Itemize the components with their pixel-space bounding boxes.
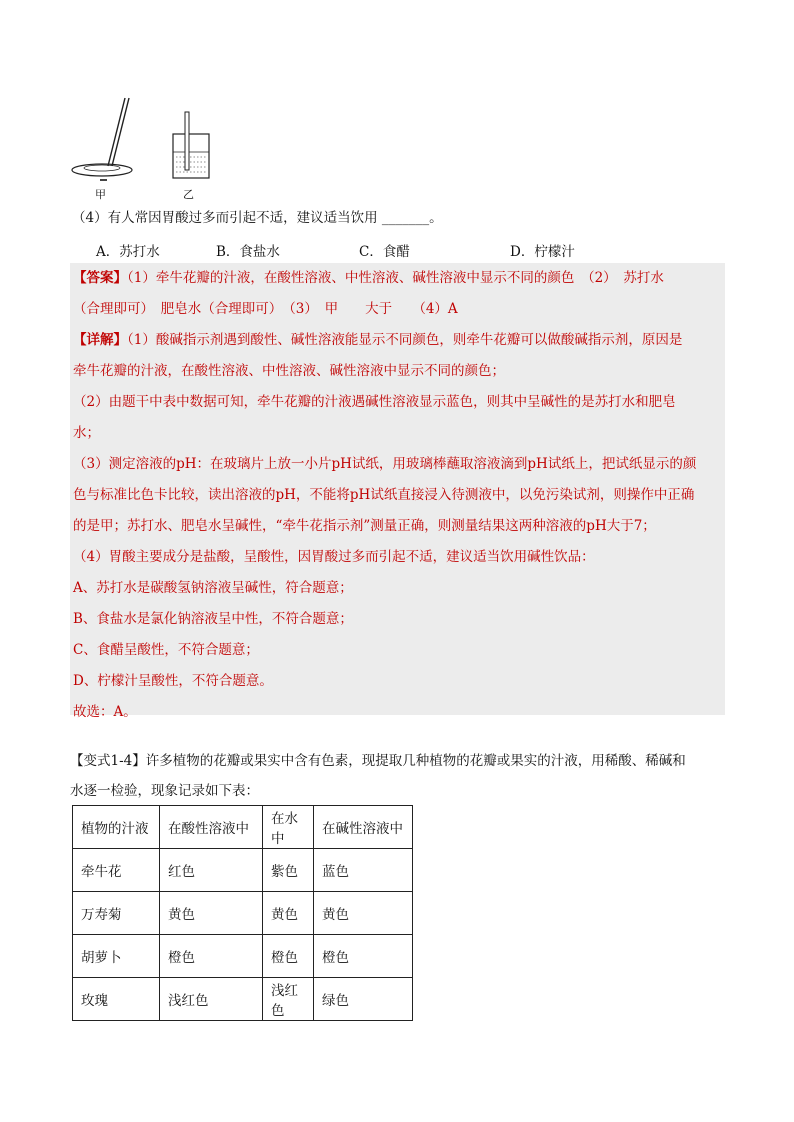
detail-option-d: D、柠檬汁呈酸性，不符合题意。 — [73, 673, 273, 689]
final-answer: 故选：A。 — [73, 704, 137, 720]
figure-label-b: 乙 — [183, 188, 194, 201]
table-row — [73, 935, 413, 978]
detail-line-2b: 水； — [73, 425, 100, 441]
detail-line-3c: 的是甲；苏打水、肥皂水呈碱性，“牵牛花指示剂”测量正确，则测量结果这两种溶液的pH大于7； — [73, 518, 656, 534]
variant-line-1: 【变式1-4】许多植物的花瓣或果实中含有色素，现提取几种植物的花瓣或果实的汁液，用稀酸、稀碱和 — [70, 753, 686, 769]
table-cell: 浅红色 — [263, 978, 314, 1021]
table-cell: 紫色 — [263, 849, 314, 892]
table-cell: 蓝色 — [314, 849, 413, 892]
answer-section — [70, 263, 725, 720]
variant-line-2: 水逐一检验，现象记录如下表： — [70, 783, 259, 799]
table-cell: 浅红色 — [160, 978, 263, 1021]
table-header: 在碱性溶液中 — [314, 806, 413, 849]
detail-line-3b: 色与标准比色卡比较，读出溶液的pH，不能将pH试纸直接浸入待测液中，以免污染试剂，则操作中正确 — [73, 487, 695, 503]
table-cell: 黄色 — [314, 892, 413, 935]
detail-option-c: C、食醋呈酸性，不符合题意； — [73, 642, 259, 658]
table-cell: 黄色 — [160, 892, 263, 935]
table-cell: 牵牛花 — [73, 849, 160, 892]
detail-line-2: （2）由题干中表中数据可知，牵牛花瓣的汁液遇碱性溶液显示蓝色，则其中呈碱性的是苏打水和肥皂 — [73, 394, 676, 410]
table-cell: 胡萝卜 — [73, 935, 160, 978]
table-header-row — [73, 806, 413, 849]
variant-question — [70, 746, 730, 806]
option-b: B．食盐水 — [216, 244, 280, 260]
figure-label-a: 甲 — [95, 188, 106, 201]
detail-line-4: （4）胃酸主要成分是盐酸，呈酸性，因胃酸过多而引起不适，建议适当饮用碱性饮品： — [73, 549, 595, 565]
table-cell: 万寿菊 — [73, 892, 160, 935]
table-cell: 绿色 — [314, 978, 413, 1021]
table-cell: 红色 — [160, 849, 263, 892]
plant-color-table — [72, 805, 413, 1021]
option-a: A．苏打水 — [96, 244, 160, 260]
detail-option-b: B、食盐水是氯化钠溶液呈中性，不符合题意； — [73, 611, 353, 627]
table-row — [73, 978, 413, 1021]
table-header: 植物的汁液 — [73, 806, 160, 849]
detail-option-a: A、苏打水是碳酸氢钠溶液呈碱性，符合题意； — [73, 580, 353, 596]
table-header: 在酸性溶液中 — [160, 806, 263, 849]
table-cell: 橙色 — [160, 935, 263, 978]
table-cell: 橙色 — [263, 935, 314, 978]
option-c: C．食醋 — [359, 244, 410, 260]
table-header: 在水中 — [263, 806, 314, 849]
detail-line-1b: 牵牛花瓣的汁液，在酸性溶液、中性溶液、碱性溶液中显示不同的颜色； — [73, 363, 505, 379]
table-cell: 玫瑰 — [73, 978, 160, 1021]
table-row — [73, 849, 413, 892]
table-cell: 橙色 — [314, 935, 413, 978]
detail-line-1: 【详解】（1）酸碱指示剂遇到酸性、碱性溶液能显示不同颜色，则牵牛花瓣可以做酸碱指示剂，原因是 — [73, 332, 683, 348]
answer-line-1: 【答案】（1）牵牛花瓣的汁液，在酸性溶液、中性溶液、碱性溶液中显示不同的颜色 （2） 苏打水 — [73, 270, 664, 286]
table-row — [73, 892, 413, 935]
experiment-figure — [70, 92, 240, 202]
answer-line-2: （合理即可） 肥皂水（合理即可） （3） 甲 大于 （4）A — [73, 301, 458, 317]
detail-tag: 【详解】 — [73, 332, 127, 348]
table-cell: 黄色 — [263, 892, 314, 935]
option-d: D．柠檬汁 — [510, 244, 575, 260]
detail-line-3: （3）测定溶液的pH：在玻璃片上放一小片pH试纸，用玻璃棒蘸取溶液滴到pH试纸上，把试纸显示的颜 — [73, 456, 697, 472]
question-4-options — [96, 240, 616, 260]
answer-tag: 【答案】 — [73, 270, 127, 286]
question-4: （4）有人常因胃酸过多而引起不适，建议适当饮用 _______。 — [72, 210, 443, 226]
